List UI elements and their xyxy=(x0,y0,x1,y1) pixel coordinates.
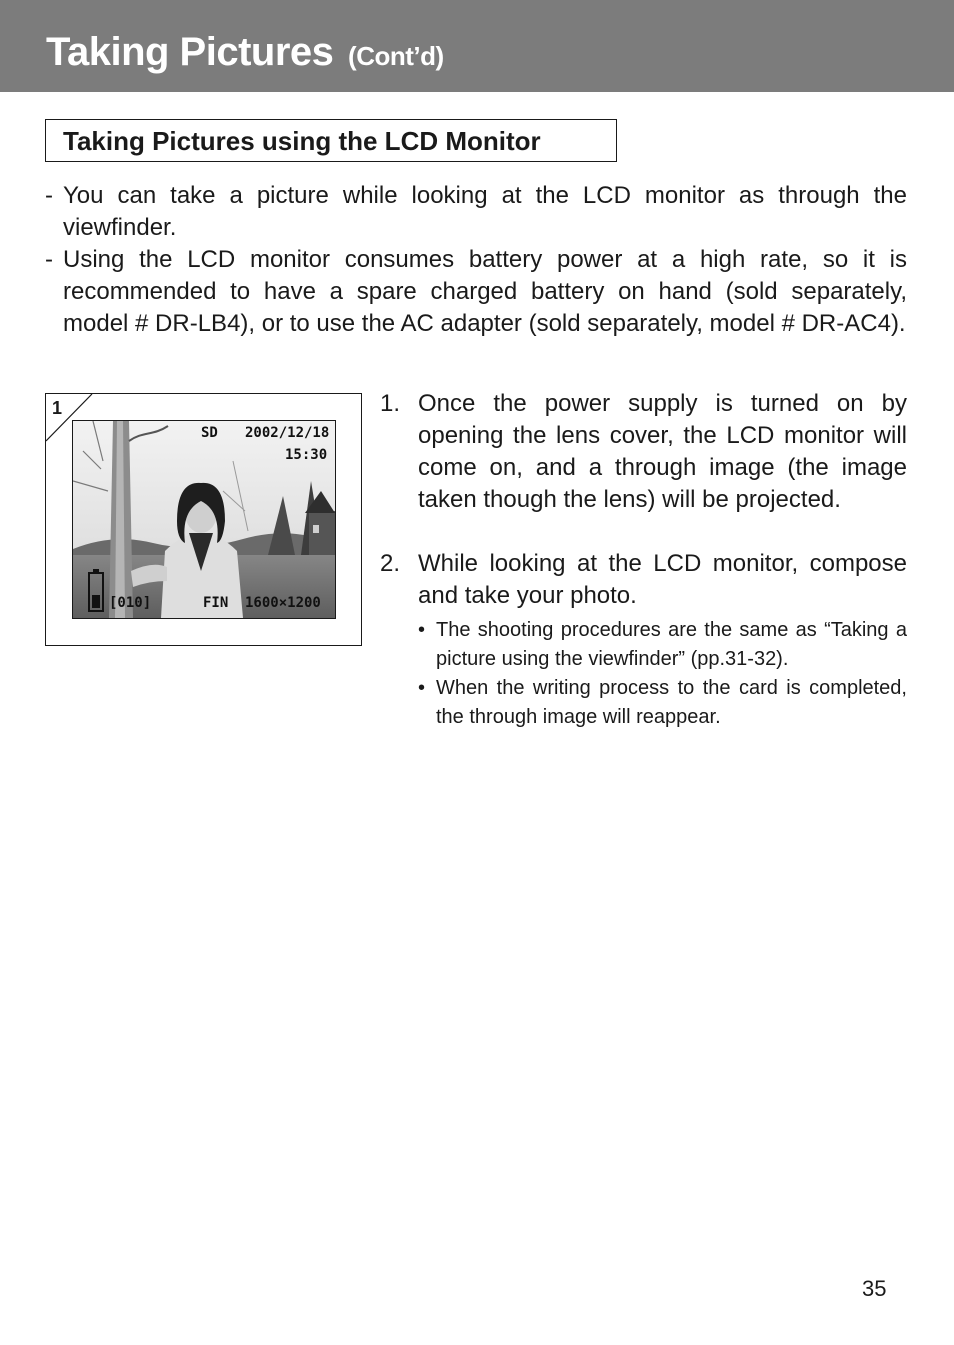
intro-marker: - xyxy=(45,246,53,273)
step-item xyxy=(380,388,907,516)
page-title-subtitle: (Cont’d) xyxy=(348,41,444,71)
figure-lcd-illustration xyxy=(45,393,362,646)
intro-text: Using the LCD monitor consumes battery power at a high rate, so it is recommended to have a spare charged battery on hand (sold separately, model # DR-LB4), or to use the AC adapter (sold separately, model # DR-AC4). xyxy=(63,246,907,337)
intro-text: You can take a picture while looking at the LCD monitor as through the viewfinder. xyxy=(63,182,907,241)
page-number: 35 xyxy=(862,1276,887,1301)
page-title-main: Taking Pictures xyxy=(46,30,334,74)
intro-item xyxy=(45,180,907,244)
note-item xyxy=(418,674,907,732)
step-notes xyxy=(418,616,907,732)
section-heading-box xyxy=(45,119,617,162)
page-header xyxy=(0,0,954,92)
intro-item xyxy=(45,244,907,340)
intro-list xyxy=(45,180,907,340)
step-number: 2. xyxy=(380,550,401,577)
lcd-frame-counter: [010] xyxy=(109,595,152,611)
lcd-quality: FIN xyxy=(203,595,229,611)
page-title xyxy=(46,30,444,75)
step-number: 1. xyxy=(380,390,401,417)
note-item xyxy=(418,616,907,674)
lcd-screen xyxy=(72,420,336,619)
lcd-time: 15:30 xyxy=(285,447,328,463)
lcd-media-label: SD xyxy=(201,425,218,441)
step-text: While looking at the LCD monitor, compose and take your photo. xyxy=(418,550,907,609)
steps-list xyxy=(380,388,907,732)
note-bullet: • xyxy=(418,619,426,641)
step-text: Once the power supply is turned on by opening the lens cover, the LCD monitor will come on, and a through image (the image taken though the lens) will be projected. xyxy=(418,390,907,513)
note-bullet: • xyxy=(418,677,426,699)
note-text: The shooting procedures are the same as “Taking a picture using the viewfinder” (pp.31-32). xyxy=(436,619,907,670)
lcd-date: 2002/12/18 xyxy=(245,425,330,441)
lcd-resolution: 1600×1200 xyxy=(245,595,321,611)
figure-number: 1 xyxy=(52,398,63,418)
step-item xyxy=(380,548,907,732)
section-heading: Taking Pictures using the LCD Monitor xyxy=(63,126,541,156)
note-text: When the writing process to the card is completed, the through image will reappear. xyxy=(436,677,907,728)
intro-marker: - xyxy=(45,182,53,209)
